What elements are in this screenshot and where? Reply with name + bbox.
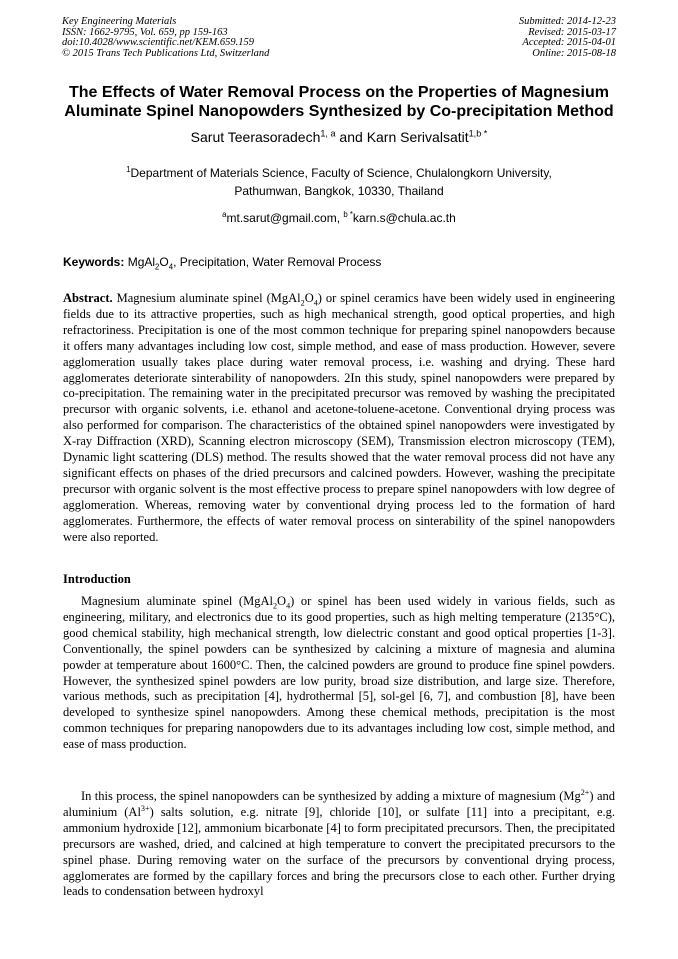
- formula-subscript: 4: [286, 601, 291, 611]
- author-conjunction: and: [335, 129, 367, 145]
- paragraph-text: In this process, the spinel nanopowders can be synthesized by adding a mixture of magnesium (Mg: [81, 789, 581, 803]
- ion-charge-superscript: 2+: [580, 787, 590, 797]
- author-affiliation-mark: 1, a: [320, 128, 336, 139]
- paragraph-text: ) and aluminium (Al: [63, 789, 615, 819]
- abstract-label: Abstract.: [63, 291, 113, 305]
- keywords-text: , Precipitation, Water Removal Process: [173, 255, 382, 269]
- keywords-text: MgAl: [124, 255, 156, 269]
- email-separator: ,: [336, 211, 344, 225]
- section-heading: Introduction: [63, 572, 131, 586]
- publication-dates: [519, 17, 616, 59]
- email-mark: b *: [343, 210, 353, 219]
- author-emails: [60, 210, 618, 226]
- paragraph-text: Magnesium aluminate spinel (MgAl: [81, 594, 273, 608]
- abstract-text: O: [304, 291, 314, 305]
- keywords-label: Keywords:: [63, 255, 125, 269]
- formula-subscript: 4: [313, 298, 318, 308]
- journal-name: Key Engineering Materials: [62, 16, 177, 27]
- date-online: Online: 2015-08-18: [532, 47, 616, 59]
- keywords-text: O: [159, 255, 169, 269]
- paper-title: The Effects of Water Removal Process on the Properties of Magnesium Aluminate Spinel Nanopowders Synthesized by Co-precipitation Method: [64, 84, 614, 120]
- ion-charge-superscript: 3+: [140, 803, 150, 813]
- author-line: [40, 128, 638, 146]
- journal-doi: doi:10.4028/www.scientific.net/KEM.659.159: [62, 37, 254, 48]
- journal-copyright: © 2015 Trans Tech Publications Ltd, Switzerland: [62, 47, 270, 59]
- intro-paragraph: [63, 789, 615, 900]
- paragraph-text: ) or spinel has been used widely in various fields, such as engineering, military, and electronics due to its good properties, such as high melting temperature (2135°C), good chemical stability, high mechanical strength, low dielectric constant and good optical properties [1-3]. Conventionally, the spinel powders can be synthesized by calcining a mixture of magnesia and alumina powder at temperature about 1600°C. Then, the calcined powders are ground to produce fine spinel powders. However, the synthesized spinel powders are low purity, broad size distribution, and large size. Therefore, various methods, such as precipitation [4], hydrothermal [5], sol-gel [6, 7], and combustion [8], have been developed to synthesize spinel nanopowders. Among these chemical methods, precipitation is the most common techniques for preparing nanopowders due to its advantages including low cost, simple method, and ease of mass production.: [63, 594, 615, 752]
- paragraph-text: O: [277, 594, 287, 608]
- author-name: Sarut Teerasoradech: [190, 129, 321, 145]
- journal-info: [62, 17, 269, 59]
- keywords: [63, 254, 615, 270]
- email-mark: a: [222, 210, 227, 219]
- author-affiliation-mark: 1,b *: [468, 128, 488, 139]
- affiliation-mark: 1: [126, 165, 131, 174]
- abstract-text: Magnesium aluminate spinel (MgAl: [112, 291, 301, 305]
- affiliation: [60, 164, 618, 200]
- date-revised: Revised: 2015-03-17: [528, 26, 616, 38]
- author-name: Karn Serivalsatit: [366, 129, 469, 145]
- formula-subscript: 4: [168, 262, 174, 272]
- author-email: mt.sarut@gmail.com: [226, 211, 337, 225]
- affiliation-line: Pathumwan, Bangkok, 10330, Thailand: [234, 184, 444, 198]
- date-accepted: Accepted: 2015-04-01: [522, 37, 616, 48]
- date-submitted: Submitted: 2014-12-23: [518, 16, 616, 27]
- journal-issn: ISSN: 1662-9795, Vol. 659, pp 159-163: [62, 26, 228, 38]
- paragraph-text: ) salts solution, e.g. nitrate [9], chloride [10], or sulfate [11] into a precipitant, e.g. ammonium hydroxide [12], ammonium bicarbonate [4] to form precipitated precursors. Then, the precipitated precursors are washed, dried, and calcined at high temperature to convert the precipitated precursors to the spinel phase. During removing water on the surface of the precursors by conventional drying process, agglomerates are formed by the capillary forces and bring the precursors close to each other. Further drying leads to condensation between hydroxyl: [63, 804, 615, 899]
- formula-subscript: 2: [272, 601, 278, 611]
- formula-subscript: 2: [300, 298, 305, 308]
- affiliation-line: Department of Materials Science, Faculty of Science, Chulalongkorn University,: [130, 166, 552, 180]
- formula-subscript: 2: [155, 262, 160, 272]
- abstract-text: ) or spinel ceramics have been widely used in engineering fields due to its attractive properties, such as high mechanical strength, good optical properties, and high refractoriness. Precipitation is one of the most common technique for preparing spinel nanopowders because it offers many advantages including low cost, simple method, and ease of mass production. However, severe agglomeration usually takes place during water removal process, i.e. washing and drying. These hard agglomerates deteriorate sinterability of nanopowders. 2In this study, spinel nanopowders were prepared by co-precipitation. The remaining water in the precipitated precursor was removed by washing the precipitated precursor with organic solvents, i.e. ethanol and acetone-toluene-acetone. Conventional drying process was also performed for comparison. The characteristics of the obtained spinel nanopowders were investigated by X-ray Diffraction (XRD), Scanning electron microscopy (SEM), Transmission electron microscopy (TEM), Dynamic light scattering (DLS) method. The results showed that the water removal process did not have any significant effects on phases of the dried precursors and calcined powders. However, washing the precipitate precursor with organic solvent is the most effective process to prepare spinel nanopowders with low degree of agglomeration. Whereas, removing water by conventional drying process led to the formation of hard agglomerates. Furthermore, the effects of water removal process on sinterability of the spinel nanopowders were also reported.: [63, 291, 615, 544]
- abstract: [63, 291, 615, 546]
- intro-paragraph: [63, 594, 615, 753]
- author-email: karn.s@chula.ac.th: [352, 211, 456, 225]
